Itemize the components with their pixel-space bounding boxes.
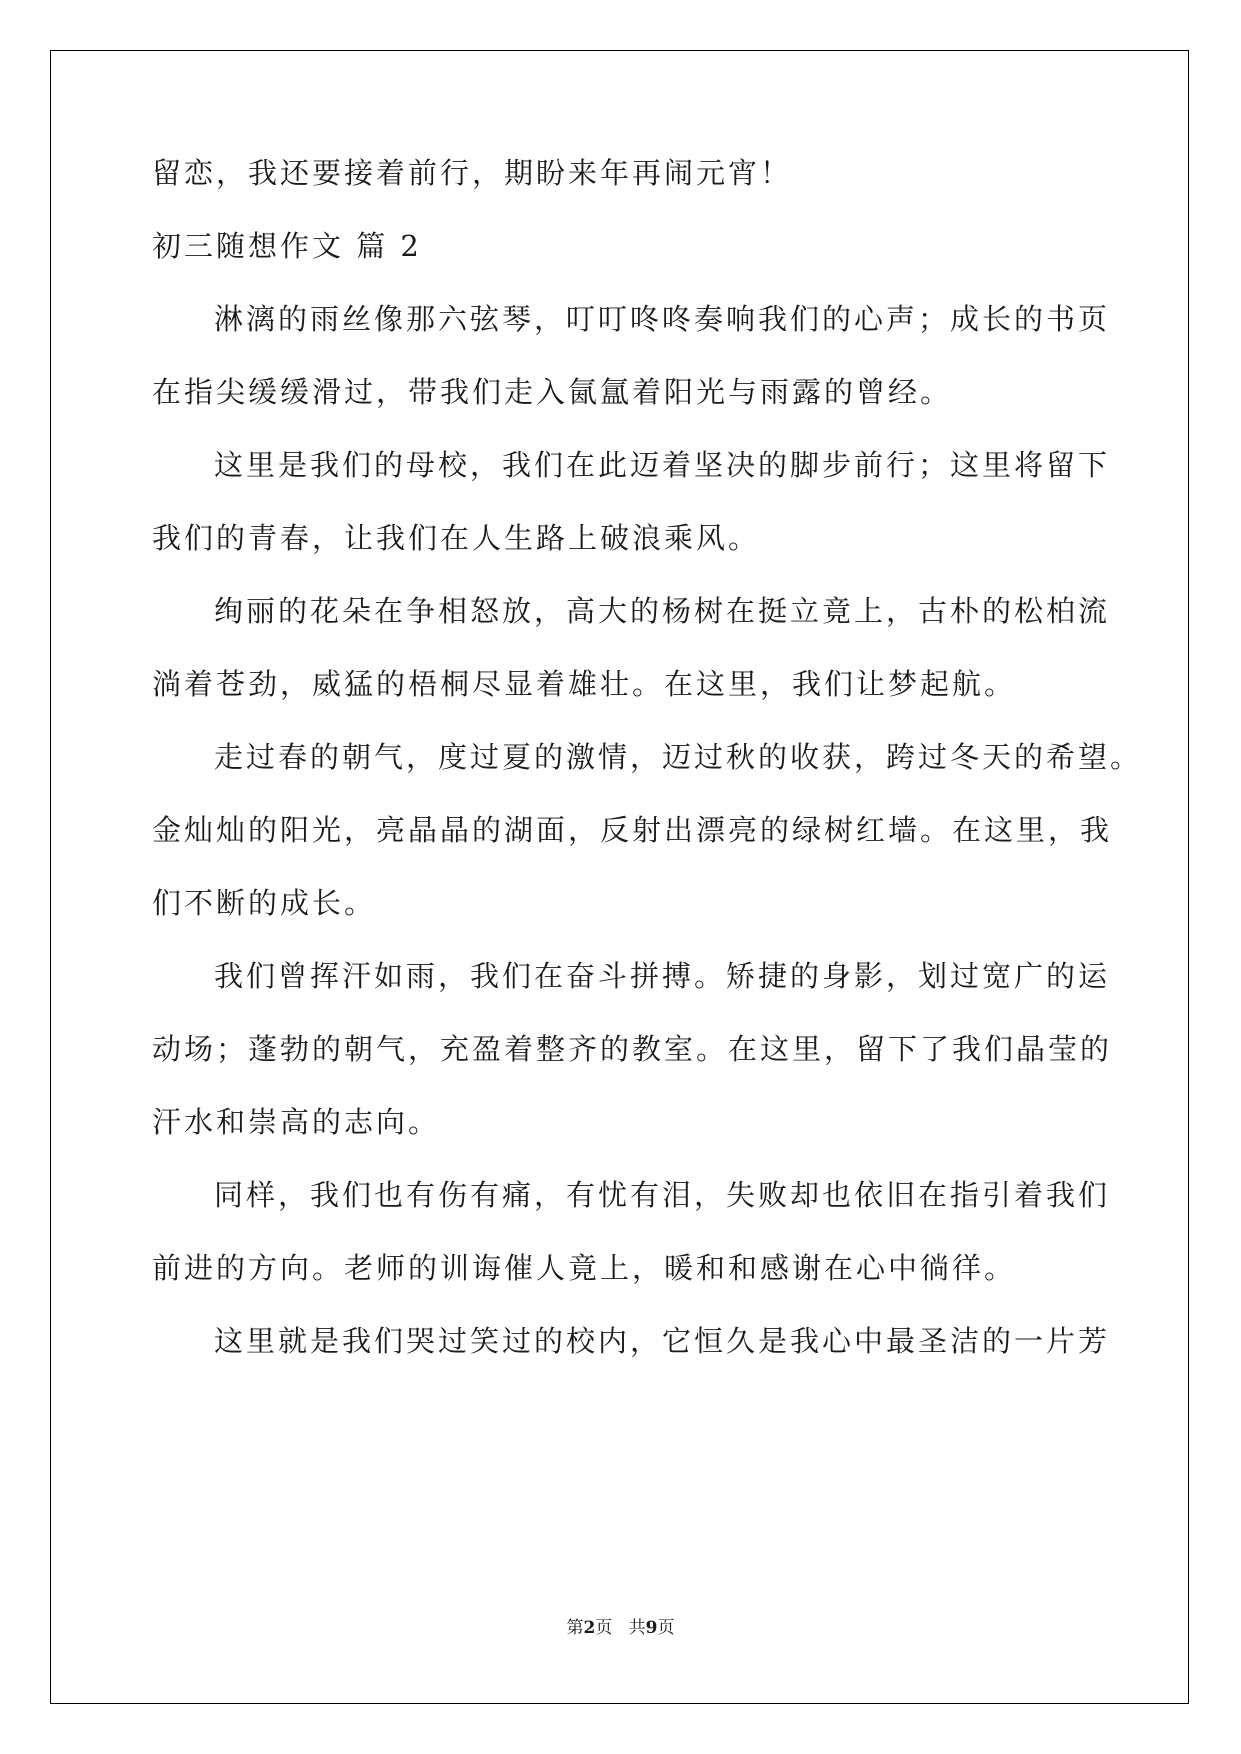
footer-total-prefix: 共 (628, 1618, 646, 1638)
paragraph-3-line-1: 绚丽的花朵在争相怒放，高大的杨树在挺立竟上，古朴的松柏流 (214, 594, 1111, 628)
paragraph-4-line-1: 走过春的朝气，度过夏的激情，迈过秋的收获，跨过冬天的希望。 (214, 740, 1143, 774)
footer-page-prefix: 第 (566, 1618, 584, 1638)
paragraph-1-line-1: 淋漓的雨丝像那六弦琴，叮叮咚咚奏响我们的心声；成长的书页 (214, 302, 1111, 336)
footer-total-pages: 9 (645, 1618, 658, 1638)
continued-text-line: 留恋，我还要接着前行，期盼来年再闹元宵！ (152, 156, 793, 190)
paragraph-2-line-1: 这里是我们的母校，我们在此迈着坚决的脚步前行；这里将留下 (214, 448, 1111, 482)
paragraph-3-line-2: 淌着苍劲，威猛的梧桐尽显着雄壮。在这里，我们让梦起航。 (152, 667, 1017, 701)
paragraph-5-line-3: 汗水和崇高的志向。 (152, 1105, 441, 1139)
footer-page-number: 2 (583, 1618, 596, 1638)
paragraph-6-line-1: 同样，我们也有伤有痛，有忧有泪，失败却也依旧在指引着我们 (214, 1178, 1111, 1212)
footer-page-suffix: 页 (595, 1618, 613, 1638)
paragraph-5-line-1: 我们曾挥汗如雨，我们在奋斗拼搏。矫捷的身影，划过宽广的运 (214, 959, 1111, 993)
page-footer (0, 1617, 1241, 1639)
paragraph-5-line-2: 动场；蓬勃的朝气，充盈着整齐的教室。在这里，留下了我们晶莹的 (152, 1032, 1113, 1066)
page-border (50, 50, 1189, 1704)
paragraph-2-line-2: 我们的青春，让我们在人生路上破浪乘风。 (152, 521, 761, 555)
footer-total-suffix: 页 (657, 1618, 675, 1638)
paragraph-1-line-2: 在指尖缓缓滑过，带我们走入氤氲着阳光与雨露的曾经。 (152, 375, 953, 409)
paragraph-6-line-2: 前进的方向。老师的训诲催人竟上，暖和和感谢在心中徜徉。 (152, 1251, 1017, 1285)
paragraph-4-line-2: 金灿灿的阳光，亮晶晶的湖面，反射出漂亮的绿树红墙。在这里，我 (152, 813, 1113, 847)
section-title: 初三随想作文 篇 2 (152, 229, 422, 263)
paragraph-7-line-1: 这里就是我们哭过笑过的校内，它恒久是我心中最圣洁的一片芳 (214, 1324, 1111, 1358)
paragraph-4-line-3: 们不断的成长。 (152, 886, 377, 920)
